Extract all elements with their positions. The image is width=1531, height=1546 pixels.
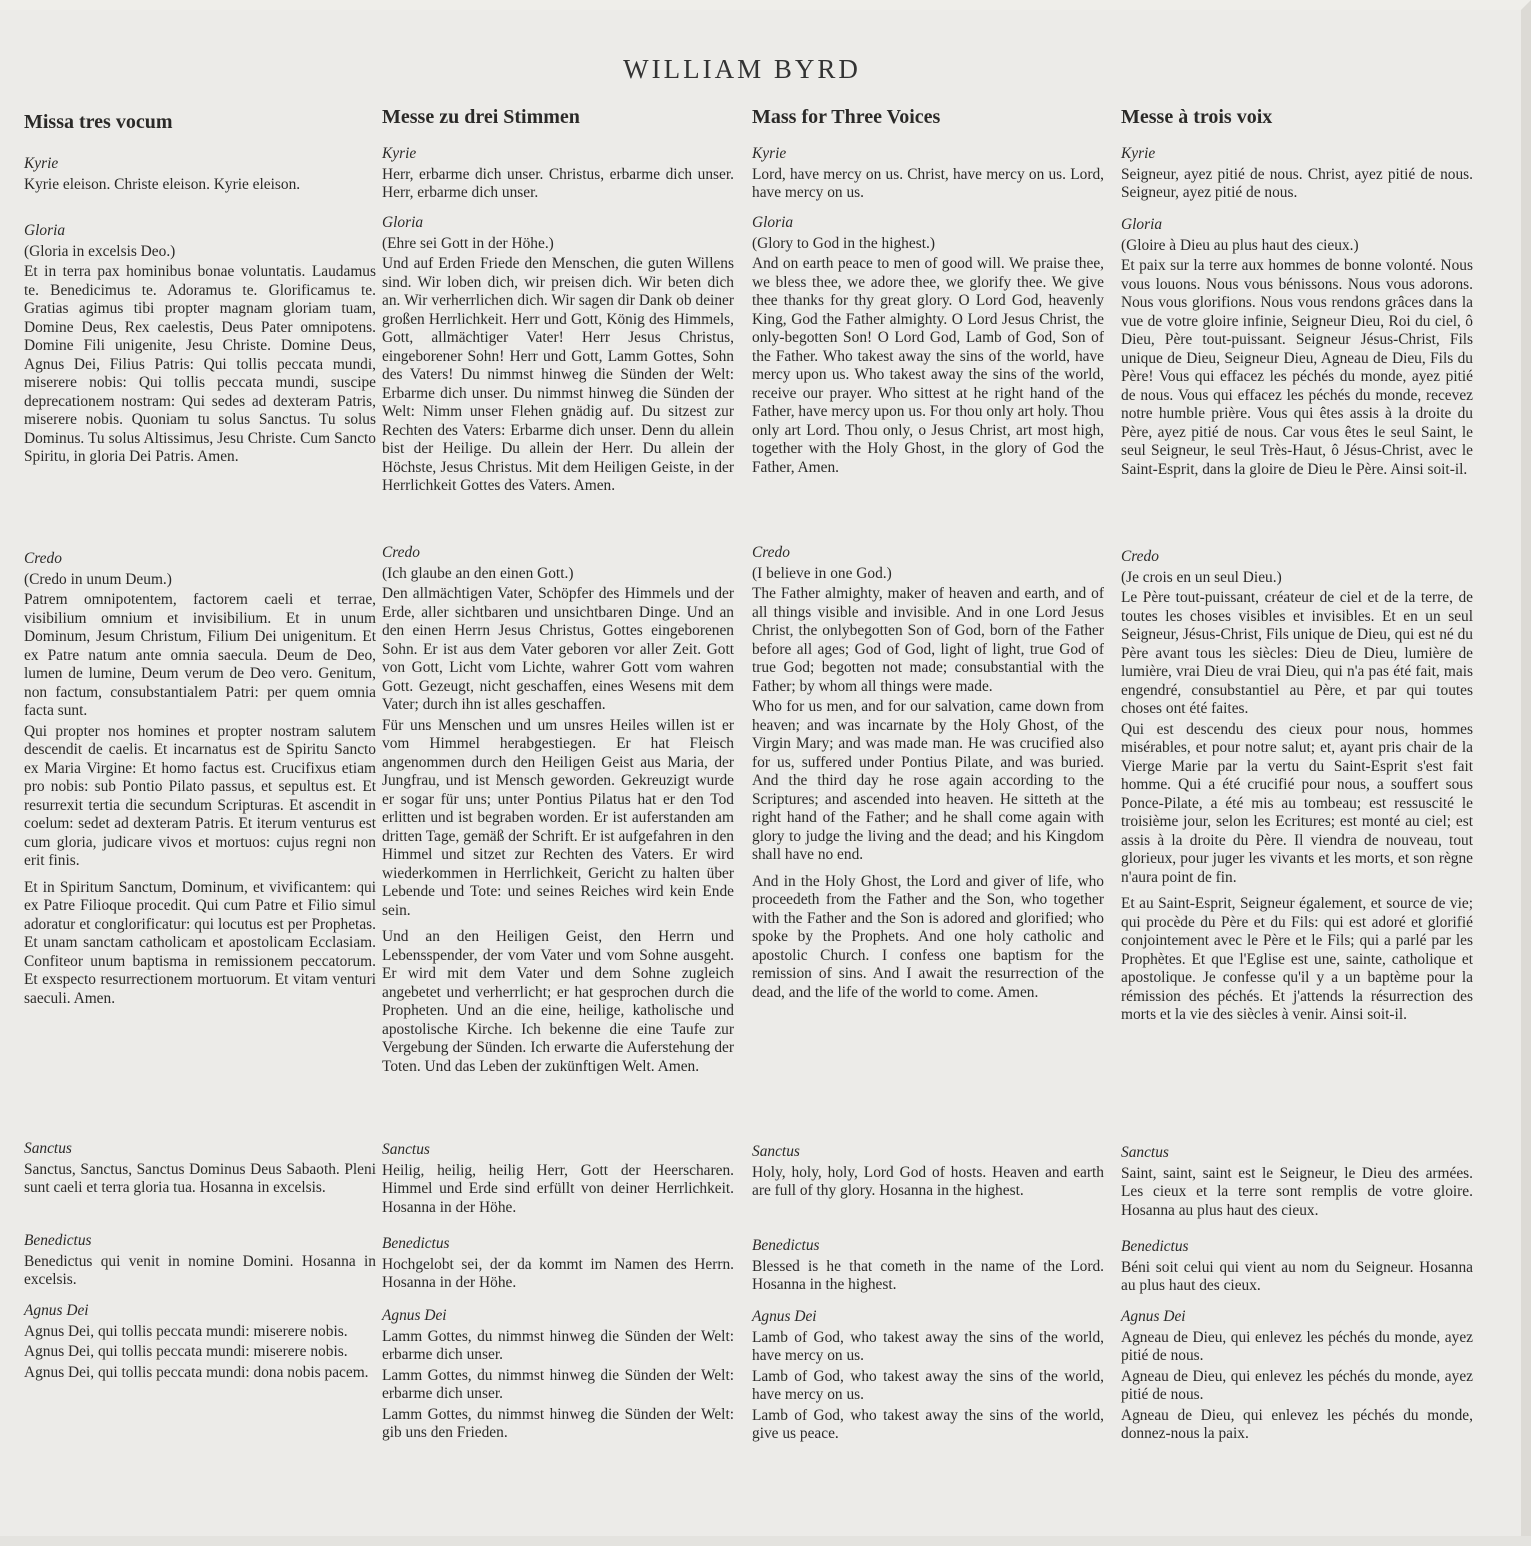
credo-paragraph: (Je crois en un seul Dieu.) <box>1121 568 1282 586</box>
agnus-paragraph: Agnus Dei, qui tollis peccata mundi: dona nobis pacem. <box>24 1363 369 1381</box>
gloria-label: Gloria <box>1121 216 1163 233</box>
credo-paragraph: Den allmächtigen Vater, Schöpfer des Himmels und der Erde, aller sichtbaren und unsichtbaren Dinge. Und an den einen Herrn Jesus Christus, Gottes eingeborenen Sohn. Er ist aus dem Vater geboren vor aller Zeit. Gott von Gott, Licht vom Lichte, wahrer Gott vom wahren Gott. Gezeugt, nicht geschaffen, eines Wesens mit dem Vater; durch ihn ist alles geschaffen. <box>382 585 734 713</box>
kyrie-section <box>752 145 1104 203</box>
sanctus-label: Sanctus <box>382 1141 430 1158</box>
text-column-3 <box>752 10 1104 1546</box>
text-column-4 <box>1121 10 1473 1546</box>
sanctus-section <box>382 1141 734 1217</box>
credo-paragraph: Et in Spiritum Sanctum, Dominum, et vivificantem: qui ex Patre Filioque procedit. Qui cum Patre et Filio simul adoratur et conglorificatur: qui locutus est per Prophetas. Et unam sanctam catholicam et apostolicam Ecclasiam. Confiteor unum baptisma in remissionem peccatorum. Et exspecto resurrectionem mortuorum. Et vitam venturi saeculi. Amen. <box>24 878 376 1007</box>
kyrie-label: Kyrie <box>752 145 787 162</box>
benedictus-label: Benedictus <box>24 1232 92 1249</box>
agnus-paragraph: Agneau de Dieu, qui enlevez les péchés du monde, ayez pitié de nous. <box>1121 1328 1473 1364</box>
agnus-paragraph: Lamb of God, who takest away the sins of the world, have mercy on us. <box>752 1328 1104 1364</box>
benedictus-section <box>752 1237 1104 1295</box>
kyrie-label: Kyrie <box>24 155 59 172</box>
agnus-paragraph: Agneau de Dieu, qui enlevez les péchés du monde, donnez-nous la paix. <box>1121 1406 1473 1442</box>
credo-paragraph: (I believe in one God.) <box>752 564 892 582</box>
credo-paragraph: Et au Saint-Esprit, Seigneur également, et source de vie; qui procède du Père et du Fils: qui est adoré et glorifié conjointement avec le Père et le Fils; qui a parlé par les Prophètes. Et que l'Eglise est une, sainte, catholique et apostolique. Je confesse qu'il y a un baptème pour la rémission des péchés. Et j'attends la résurrection des morts et la vie des siècles à venir. Ainsi soit-il. <box>1121 895 1473 1023</box>
credo-paragraph: (Ich glaube an den einen Gott.) <box>382 564 574 582</box>
sanctus-paragraph: Heilig, heilig, heilig Herr, Gott der Heerscharen. Himmel und Erde sind erfüllt von deiner Herrlichkeit. Hosanna in der Höhe. <box>382 1161 734 1216</box>
credo-paragraph: (Credo in unum Deum.) <box>24 570 172 588</box>
gloria-paragraph: Et in terra pax hominibus bonae voluntatis. Laudamus te. Benedicimus te. Adoramus te. Glorificamus te. Gratias agimus tibi propter magnam gloriam tuam, Domine Deus, Rex caelestis, Deus Pater omnipotens. Domine Fili unigenite, Jesu Christe. Domine Deus, Agnus Dei, Filius Patris: Qui tollis peccata mundi, miserere nobis: Qui tollis peccata mundi, suscipe deprecationem nostram: Qui sedes ad dexteram Patris, miserere nobis. Quoniam tu solus Sanctus. Tu solus Dominus. Tu solus Altissimus, Jesu Christe. Cum Sancto Spiritu, in gloria Dei Patris. Amen. <box>24 263 376 465</box>
column-title: Messe à trois voix <box>1121 106 1273 128</box>
agnus-section <box>24 1302 376 1382</box>
gloria-section <box>1121 216 1473 479</box>
text-column-1 <box>24 10 376 1546</box>
sanctus-label: Sanctus <box>752 1143 800 1160</box>
gloria-section <box>382 214 734 496</box>
credo-label: Credo <box>752 544 790 561</box>
kyrie-paragraph: Kyrie eleison. Christe eleison. Kyrie eleison. <box>24 175 301 193</box>
benedictus-paragraph: Benedictus qui venit in nomine Domini. Hosanna in excelsis. <box>24 1252 376 1288</box>
sanctus-section <box>1121 1144 1473 1220</box>
kyrie-section <box>382 145 734 203</box>
agnus-paragraph: Lamb of God, who takest away the sins of the world, have mercy on us. <box>752 1367 1104 1403</box>
kyrie-paragraph: Herr, erbarme dich unser. Christus, erbarme dich unser. Herr, erbarme dich unser. <box>382 165 734 201</box>
agnus-paragraph: Agneau de Dieu, qui enlevez les péchés du monde, ayez pitié de nous. <box>1121 1367 1473 1403</box>
credo-section <box>24 550 376 1008</box>
column-title: Missa tres vocum <box>24 111 173 133</box>
kyrie-label: Kyrie <box>382 145 417 162</box>
sanctus-paragraph: Sanctus, Sanctus, Sanctus Dominus Deus Sabaoth. Pleni sunt caeli et terra gloria tua. Hosanna in excelsis. <box>24 1160 376 1196</box>
credo-paragraph: Le Père tout-puissant, créateur de ciel et de la terre, de toutes les choses visibles et invisibles. Et en un seul Seigneur, Jésus-Christ, Fils unique de Dieu, qui est né du Père avant tous les siècles: Dieu de Dieu, lumière de lumière, vrai Dieu de vrai Dieu, qui n'a pas été fait, mais engendré, consubstantiel au Père, et par qui toutes choses ont été faites. <box>1121 589 1473 717</box>
benedictus-paragraph: Blessed is he that cometh in the name of the Lord. Hosanna in the highest. <box>752 1257 1104 1293</box>
gloria-paragraph: (Ehre sei Gott in der Höhe.) <box>382 234 554 252</box>
gloria-label: Gloria <box>24 222 66 239</box>
benedictus-label: Benedictus <box>1121 1238 1189 1255</box>
sanctus-section <box>752 1143 1104 1201</box>
benedictus-paragraph: Hochgelobt sei, der da kommt im Namen des Herrn. Hosanna in der Höhe. <box>382 1255 734 1291</box>
agnus-section <box>1121 1308 1473 1444</box>
agnus-paragraph: Lamb of God, who takest away the sins of the world, give us peace. <box>752 1406 1104 1442</box>
credo-section <box>1121 548 1473 1025</box>
text-column-2 <box>382 10 734 1546</box>
gloria-paragraph: (Gloria in excelsis Deo.) <box>24 242 176 260</box>
benedictus-section <box>1121 1238 1473 1296</box>
agnus-label: Agnus Dei <box>1121 1308 1186 1325</box>
agnus-label: Agnus Dei <box>24 1302 89 1319</box>
kyrie-section <box>1121 145 1473 203</box>
column-title: Mass for Three Voices <box>752 106 941 128</box>
agnus-paragraph: Agnus Dei, qui tollis peccata mundi: miserere nobis. <box>24 1322 348 1340</box>
composer-heading: WILLIAM BYRD <box>623 54 861 84</box>
agnus-paragraph: Lamm Gottes, du nimmst hinweg die Sünden der Welt: gib uns den Frieden. <box>382 1405 734 1441</box>
agnus-section <box>752 1308 1104 1444</box>
credo-label: Credo <box>382 544 420 561</box>
credo-section <box>382 544 734 1076</box>
benedictus-label: Benedictus <box>382 1235 450 1252</box>
agnus-paragraph: Lamm Gottes, du nimmst hinweg die Sünden der Welt: erbarme dich unser. <box>382 1327 734 1363</box>
agnus-label: Agnus Dei <box>382 1307 447 1324</box>
credo-label: Credo <box>24 550 62 567</box>
benedictus-paragraph: Béni soit celui qui vient au nom du Seigneur. Hosanna au plus haut des cieux. <box>1121 1258 1473 1294</box>
agnus-paragraph: Lamm Gottes, du nimmst hinweg die Sünden der Welt: erbarme dich unser. <box>382 1366 734 1402</box>
sanctus-section <box>24 1140 376 1198</box>
gloria-paragraph: Et paix sur la terre aux hommes de bonne volonté. Nous vous louons. Nous vous bénissons. Nous vous adorons. Nous vous glorifions. Nous vous rendons grâces dans la vue de votre gloire infinie, Seigneur Dieu, Roi du ciel, ô Dieu, Père tout-puissant. Seigneur Jésus-Christ, Fils unique de Dieu, Seigneur Dieu, Agneau de Dieu, Fils du Père! Vous qui effacez les péchés du monde, ayez pitié de nous. Vous qui effacez les péchés du monde, recevez notre humble prière. Vous qui êtes assis à la droite du Père, ayez pitié de nous. Car vous êtes le seul Saint, le seul Seigneur, le seul Très-Haut, ô Jésus-Christ, avec le Saint-Esprit, dans la gloire de Dieu le Père. Ainsi soit-il. <box>1121 257 1473 478</box>
gloria-paragraph: Und auf Erden Friede den Menschen, die guten Willens sind. Wir loben dich, wir preisen dich. Wir beten dich an. Wir verherrlichen dich. Wir sagen dir Dank ob deiner großen Herrlichkeit. Herr und Gott, König des Himmels, Gott, allmächtiger Vater! Herr Jesus Christus, eingeborener Sohn! Herr und Gott, Lamm Gottes, Sohn des Vaters! Du nimmst hinweg die Sünden der Welt: Erbarme dich unser. Du nimmst hinweg die Sünden der Welt: Nimm unser Flehen gnädig auf. Du sitzest zur Rechten des Vaters: Erbarme dich unser. Denn du allein bist der Heilige. Du allein der Herr. Du allein der Höchste, Jesus Christus. Mit dem Heiligen Geiste, in der Herrlichkeit Gottes des Vaters. Amen. <box>382 255 734 494</box>
credo-paragraph: Für uns Menschen und um unsres Heiles willen ist er vom Himmel herabgestiegen. Er hat Fleisch angenommen durch den Heiligen Geist aus Maria, der Jungfrau, und ist Mensch geworden. Gekreuzigt wurde er sogar für uns; unter Pontius Pilatus hat er den Tod erlitten und ist begraben worden. Er ist auferstanden am dritten Tage, gemäß der Schrift. Er ist aufgefahren in den Himmel und sitzet zur Rechten des Vaters. Er wird wiederkommen in Herrlichkeit, Gericht zu halten über Lebende und Tote: und seines Reiches wird kein Ende sein. <box>382 716 734 919</box>
agnus-label: Agnus Dei <box>752 1308 817 1325</box>
kyrie-label: Kyrie <box>1121 145 1156 162</box>
credo-paragraph: The Father almighty, maker of heaven and earth, and of all things visible and invisible. And in one Lord Jesus Christ, the onlybegotten Son of God, born of the Father before all ages; God of God, light of light, true God of true God; begotten not made; consubstantial with the Father; by whom all things were made. <box>752 585 1104 695</box>
kyrie-paragraph: Lord, have mercy on us. Christ, have mercy on us. Lord, have mercy on us. <box>752 165 1104 201</box>
sanctus-label: Sanctus <box>24 1140 72 1157</box>
gloria-paragraph: And on earth peace to men of good will. We praise thee, we bless thee, we adore thee, we glorify thee. We give thee thanks for thy great glory. O Lord God, heavenly King, God the Father almighty. O Lord Jesus Christ, the only-begotten Son! O Lord God, Lamb of God, Son of the Father. Who takest away the sins of the world, have mercy upon us. Who takest away the sins of the world, receive our prayer. Who sittest at he right hand of the Father, have mercy upon us. For thou only art holy. Thou only art Lord. Thou only, o Jesus Christ, art most high, together with the Holy Ghost, in the glory of God the Father, Amen. <box>752 255 1104 476</box>
agnus-paragraph: Agnus Dei, qui tollis peccata mundi: miserere nobis. <box>24 1343 348 1360</box>
sanctus-paragraph: Saint, saint, saint est le Seigneur, le Dieu des armées. Les cieux et la terre sont remplis de votre gloire. Hosanna au plus haut des cieux. <box>1121 1164 1473 1219</box>
gloria-label: Gloria <box>752 214 794 231</box>
gloria-label: Gloria <box>382 214 424 231</box>
benedictus-label: Benedictus <box>752 1237 820 1254</box>
gloria-section <box>752 214 1104 477</box>
kyrie-paragraph: Seigneur, ayez pitié de nous. Christ, ayez pitié de nous. Seigneur, ayez pitié de nous. <box>1121 165 1473 201</box>
credo-paragraph: Qui est descendu des cieux pour nous, hommes misérables, et pour notre salut; et, ayant pris chair de la Vierge Marie par la vertu du Saint-Esprit s'est fait homme. Qui a été crucifié pour nous, a souffert sous Ponce-Pilate, a été mis au tombeau; est ressuscité le troisième jour, selon les Ecritures; est monté au ciel; est assis à la droite du Père. Il viendra de nouveau, tout glorieux, pour juger les vivants et les morts, et son règne n'aura point de fin. <box>1121 720 1473 886</box>
credo-label: Credo <box>1121 548 1159 565</box>
kyrie-section <box>24 155 376 194</box>
gloria-paragraph: (Gloire à Dieu au plus haut des cieux.) <box>1121 236 1359 254</box>
benedictus-section <box>24 1232 376 1290</box>
gloria-paragraph: (Glory to God in the highest.) <box>752 234 935 252</box>
benedictus-section <box>382 1235 734 1293</box>
credo-paragraph: And in the Holy Ghost, the Lord and giver of life, who proceedeth from the Father and the Son, who together with the Father and the Son is adored and glorified; who spoke by the Prophets. And one holy catholic and apostolic Church. I confess one baptism for the remission of sins. And I await the resurrection of the dead, and the life of the world to come. Amen. <box>752 872 1104 1001</box>
credo-paragraph: Qui propter nos homines et propter nostram salutem descendit de caelis. Et incarnatus est de Spiritu Sancto ex Maria Virgine: Et homo factus est. Crucifixus etiam pro nobis: sub Pontio Pilato passus, et sepultus est. Et resurrexit tertia die secundum Scripturas. Et ascendit in coelum: sedet ad dexteram Patris. Et iterum venturus est cum gloria, judicare vivos et mortuos: cujus regni non erit finis. <box>24 722 376 869</box>
credo-section <box>752 544 1104 1002</box>
credo-paragraph: Patrem omnipotentem, factorem caeli et terrae, visibilium omnium et invisibilium. Et in unum Dominum, Jesum Christum, Filium Dei unigenitum. Et ex Patre natum ante omnia saecula. Deum de Deo, lumen de lumine, Deum verum de Deo vero. Genitum, non factum, consubstantialem Patri: per quem omnia facta sunt. <box>24 591 376 719</box>
sanctus-label: Sanctus <box>1121 1144 1169 1161</box>
credo-paragraph: Und an den Heiligen Geist, den Herrn und Lebensspender, der vom Vater und vom Sohne ausgeht. Er wird mit dem Vater und dem Sohne zugleich angebetet und verherrlicht; er hat gesprochen durch die Propheten. Und an die eine, heilige, katholische und apostolische Kirche. Ich bekenne die eine Taufe zur Vergebung der Sünden. Ich erwarte die Auferstehung der Toten. Und das Leben der zukünftigen Welt. Amen. <box>382 928 734 1075</box>
sanctus-paragraph: Holy, holy, holy, Lord God of hosts. Heaven and earth are full of thy glory. Hosanna in the highest. <box>752 1163 1104 1199</box>
gloria-section <box>24 222 376 467</box>
agnus-section <box>382 1307 734 1443</box>
column-title: Messe zu drei Stimmen <box>382 106 580 128</box>
credo-paragraph: Who for us men, and for our salvation, came down from heaven; and was incarnate by the Holy Ghost, of the Virgin Mary; and was made man. He was crucified also for us, suffered under Pontius Pilate, and was buried. And the third day he rose again according to the Scriptures; and ascended into heaven. He sitteth at the right hand of the Father; and he shall come again with glory to judge the living and the dead; and his Kingdom shall have no end. <box>752 698 1104 863</box>
